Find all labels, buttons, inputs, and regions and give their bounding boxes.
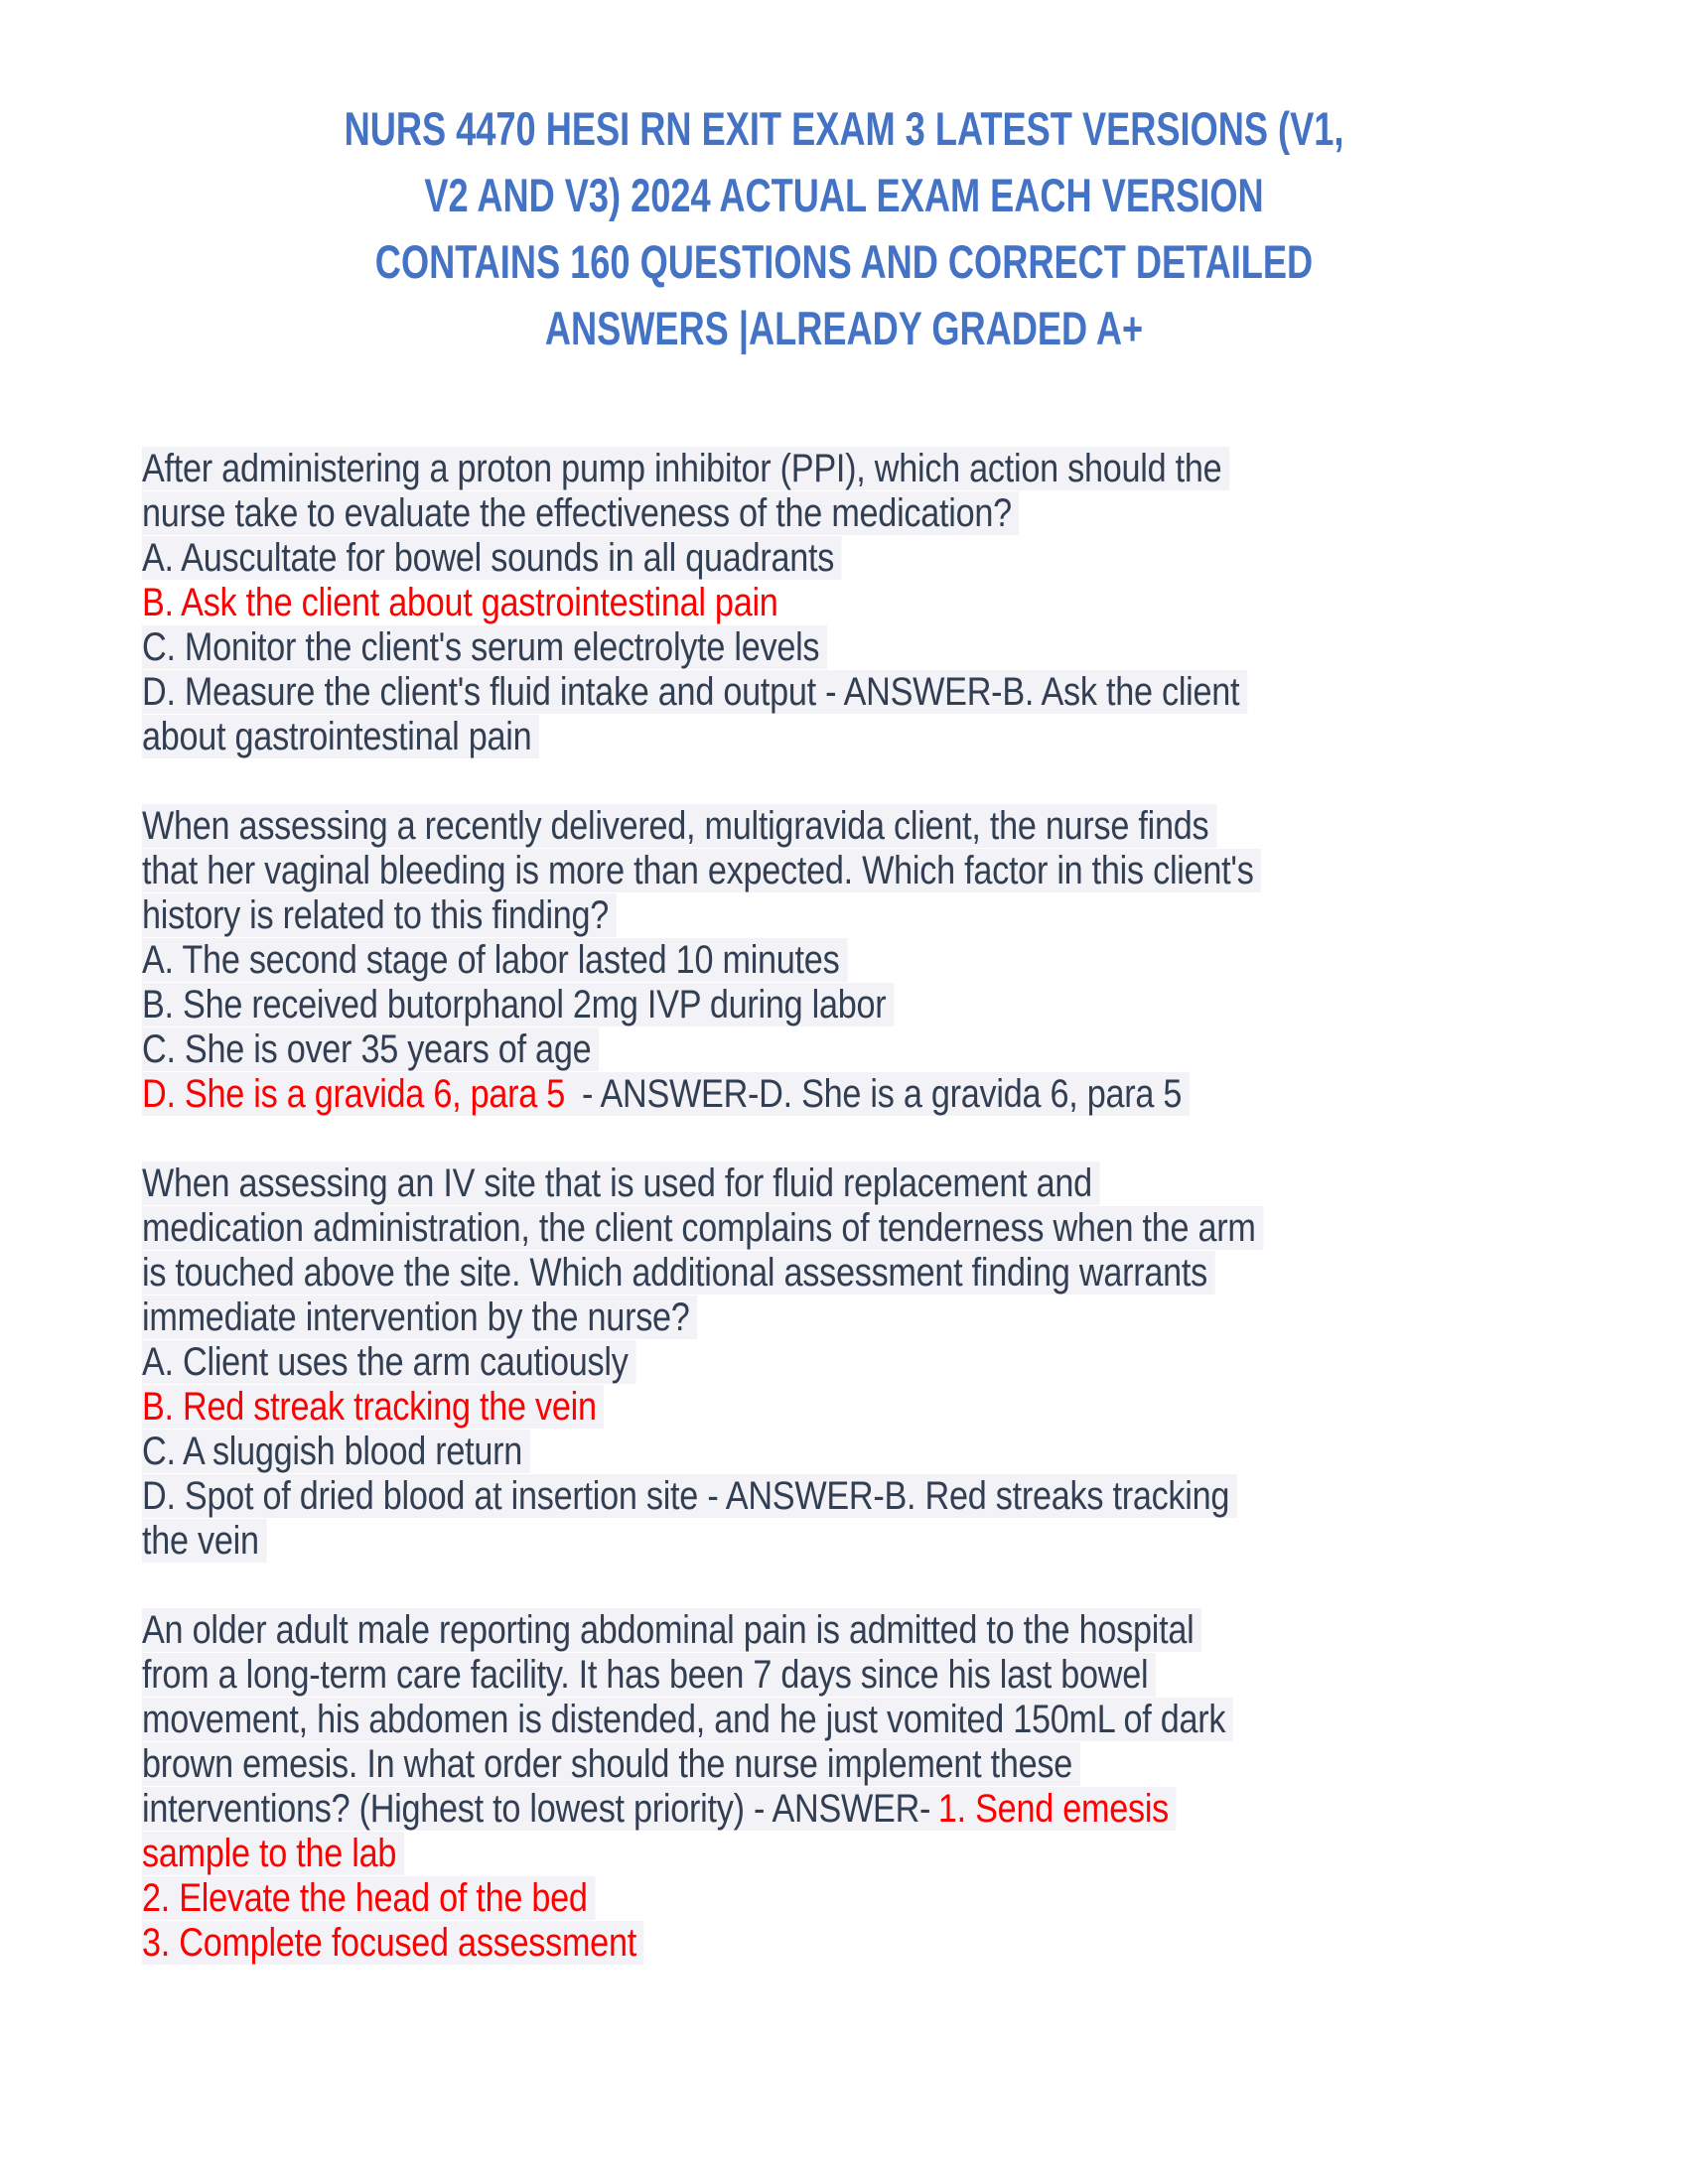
text-segment: When assessing an IV site that is used for fluid replacement and bbox=[142, 1161, 1100, 1205]
text-segment: When assessing a recently delivered, multigravida client, the nurse finds bbox=[142, 804, 1216, 848]
q4-line-7 bbox=[142, 1876, 1464, 1921]
text-segment: movement, his abdomen is distended, and he just vomited 150mL of dark bbox=[142, 1698, 1233, 1741]
text-segment: 2. Elevate the head of the bed bbox=[142, 1876, 595, 1920]
text-segment: A. Client uses the arm cautiously bbox=[142, 1340, 635, 1384]
q2-line-3 bbox=[142, 893, 1464, 938]
text-segment: B. Red streak tracking the vein bbox=[142, 1385, 604, 1429]
title-line-2: V2 AND V3) 2024 ACTUAL EXAM EACH VERSION bbox=[424, 169, 1264, 221]
q1-line-1 bbox=[142, 447, 1464, 491]
q3-line-4 bbox=[142, 1296, 1464, 1340]
text-segment: the vein bbox=[142, 1519, 266, 1563]
text-segment: C. A sluggish blood return bbox=[142, 1430, 530, 1473]
text-segment: An older adult male reporting abdominal pain is admitted to the hospital bbox=[142, 1608, 1201, 1652]
q1-line-3 bbox=[142, 536, 1464, 581]
q4-line-8 bbox=[142, 1921, 1464, 1966]
q2-line-4 bbox=[142, 938, 1464, 983]
text-segment: D. She is a gravida 6, para 5 bbox=[142, 1072, 573, 1116]
text-segment: sample to the lab bbox=[142, 1832, 404, 1875]
text-segment: D. Spot of dried blood at insertion site - ANSWER-B. Red streaks tracking bbox=[142, 1474, 1237, 1518]
q1-line-2 bbox=[142, 491, 1464, 536]
q3-line-3 bbox=[142, 1251, 1464, 1296]
document-title bbox=[0, 0, 1688, 361]
q2-line-1 bbox=[142, 804, 1464, 849]
q2-line-7 bbox=[142, 1072, 1464, 1117]
text-segment: C. Monitor the client's serum electrolyte levels bbox=[142, 625, 827, 669]
q3-line-7 bbox=[142, 1430, 1464, 1474]
text-segment: that her vaginal bleeding is more than expected. Which factor in this client's bbox=[142, 849, 1261, 892]
text-segment: B. She received butorphanol 2mg IVP during labor bbox=[142, 983, 894, 1026]
q4-line-3 bbox=[142, 1698, 1464, 1742]
text-segment: medication administration, the client complains of tenderness when the arm bbox=[142, 1206, 1263, 1250]
q3-line-2 bbox=[142, 1206, 1464, 1251]
text-segment: D. Measure the client's fluid intake and output - ANSWER-B. Ask the client bbox=[142, 670, 1247, 714]
text-segment: brown emesis. In what order should the nurse implement these bbox=[142, 1742, 1080, 1786]
q4-line-4 bbox=[142, 1742, 1464, 1787]
q2-line-6 bbox=[142, 1027, 1464, 1072]
title-line-1: NURS 4470 HESI RN EXIT EXAM 3 LATEST VERSIONS (V1, bbox=[344, 102, 1344, 155]
text-segment: C. She is over 35 years of age bbox=[142, 1027, 599, 1071]
q4-line-5 bbox=[142, 1787, 1464, 1832]
text-segment: A. Auscultate for bowel sounds in all quadrants bbox=[142, 536, 842, 580]
q4-line-6 bbox=[142, 1832, 1464, 1876]
q1-line-4 bbox=[142, 581, 1464, 625]
q1-line-6 bbox=[142, 670, 1464, 715]
q1-line-5 bbox=[142, 625, 1464, 670]
text-segment: 3. Complete focused assessment bbox=[142, 1921, 644, 1965]
q3-line-9 bbox=[142, 1519, 1464, 1564]
text-segment: about gastrointestinal pain bbox=[142, 715, 539, 758]
q3-line-8 bbox=[142, 1474, 1464, 1519]
text-segment: history is related to this finding? bbox=[142, 893, 617, 937]
text-segment: interventions? (Highest to lowest priority) - ANSWER- bbox=[142, 1787, 938, 1831]
q3-line-5 bbox=[142, 1340, 1464, 1385]
question-block-3 bbox=[142, 1161, 1688, 1564]
q2-line-5 bbox=[142, 983, 1464, 1027]
q4-line-2 bbox=[142, 1653, 1464, 1698]
document-body bbox=[142, 447, 1688, 1966]
text-segment: from a long-term care facility. It has been 7 days since his last bowel bbox=[142, 1653, 1156, 1697]
text-segment: A. The second stage of labor lasted 10 minutes bbox=[142, 938, 847, 982]
text-segment: is touched above the site. Which additional assessment finding warrants bbox=[142, 1251, 1215, 1295]
question-block-1 bbox=[142, 447, 1688, 759]
text-segment: After administering a proton pump inhibitor (PPI), which action should the bbox=[142, 447, 1229, 490]
question-block-4 bbox=[142, 1608, 1688, 1966]
q1-line-7 bbox=[142, 715, 1464, 759]
q4-line-1 bbox=[142, 1608, 1464, 1653]
q3-line-1 bbox=[142, 1161, 1464, 1206]
title-line-3: CONTAINS 160 QUESTIONS AND CORRECT DETAILED bbox=[374, 235, 1314, 288]
question-block-2 bbox=[142, 804, 1688, 1117]
text-segment: nurse take to evaluate the effectiveness of the medication? bbox=[142, 491, 1020, 535]
q2-line-2 bbox=[142, 849, 1464, 893]
text-segment: 1. Send emesis bbox=[938, 1787, 1177, 1831]
text-segment: - ANSWER-D. She is a gravida 6, para 5 bbox=[573, 1072, 1190, 1116]
q3-line-6 bbox=[142, 1385, 1464, 1430]
text-segment: B. Ask the client about gastrointestinal pain bbox=[142, 581, 778, 624]
title-line-4: ANSWERS |ALREADY GRADED A+ bbox=[544, 302, 1144, 354]
text-segment: immediate intervention by the nurse? bbox=[142, 1296, 697, 1339]
